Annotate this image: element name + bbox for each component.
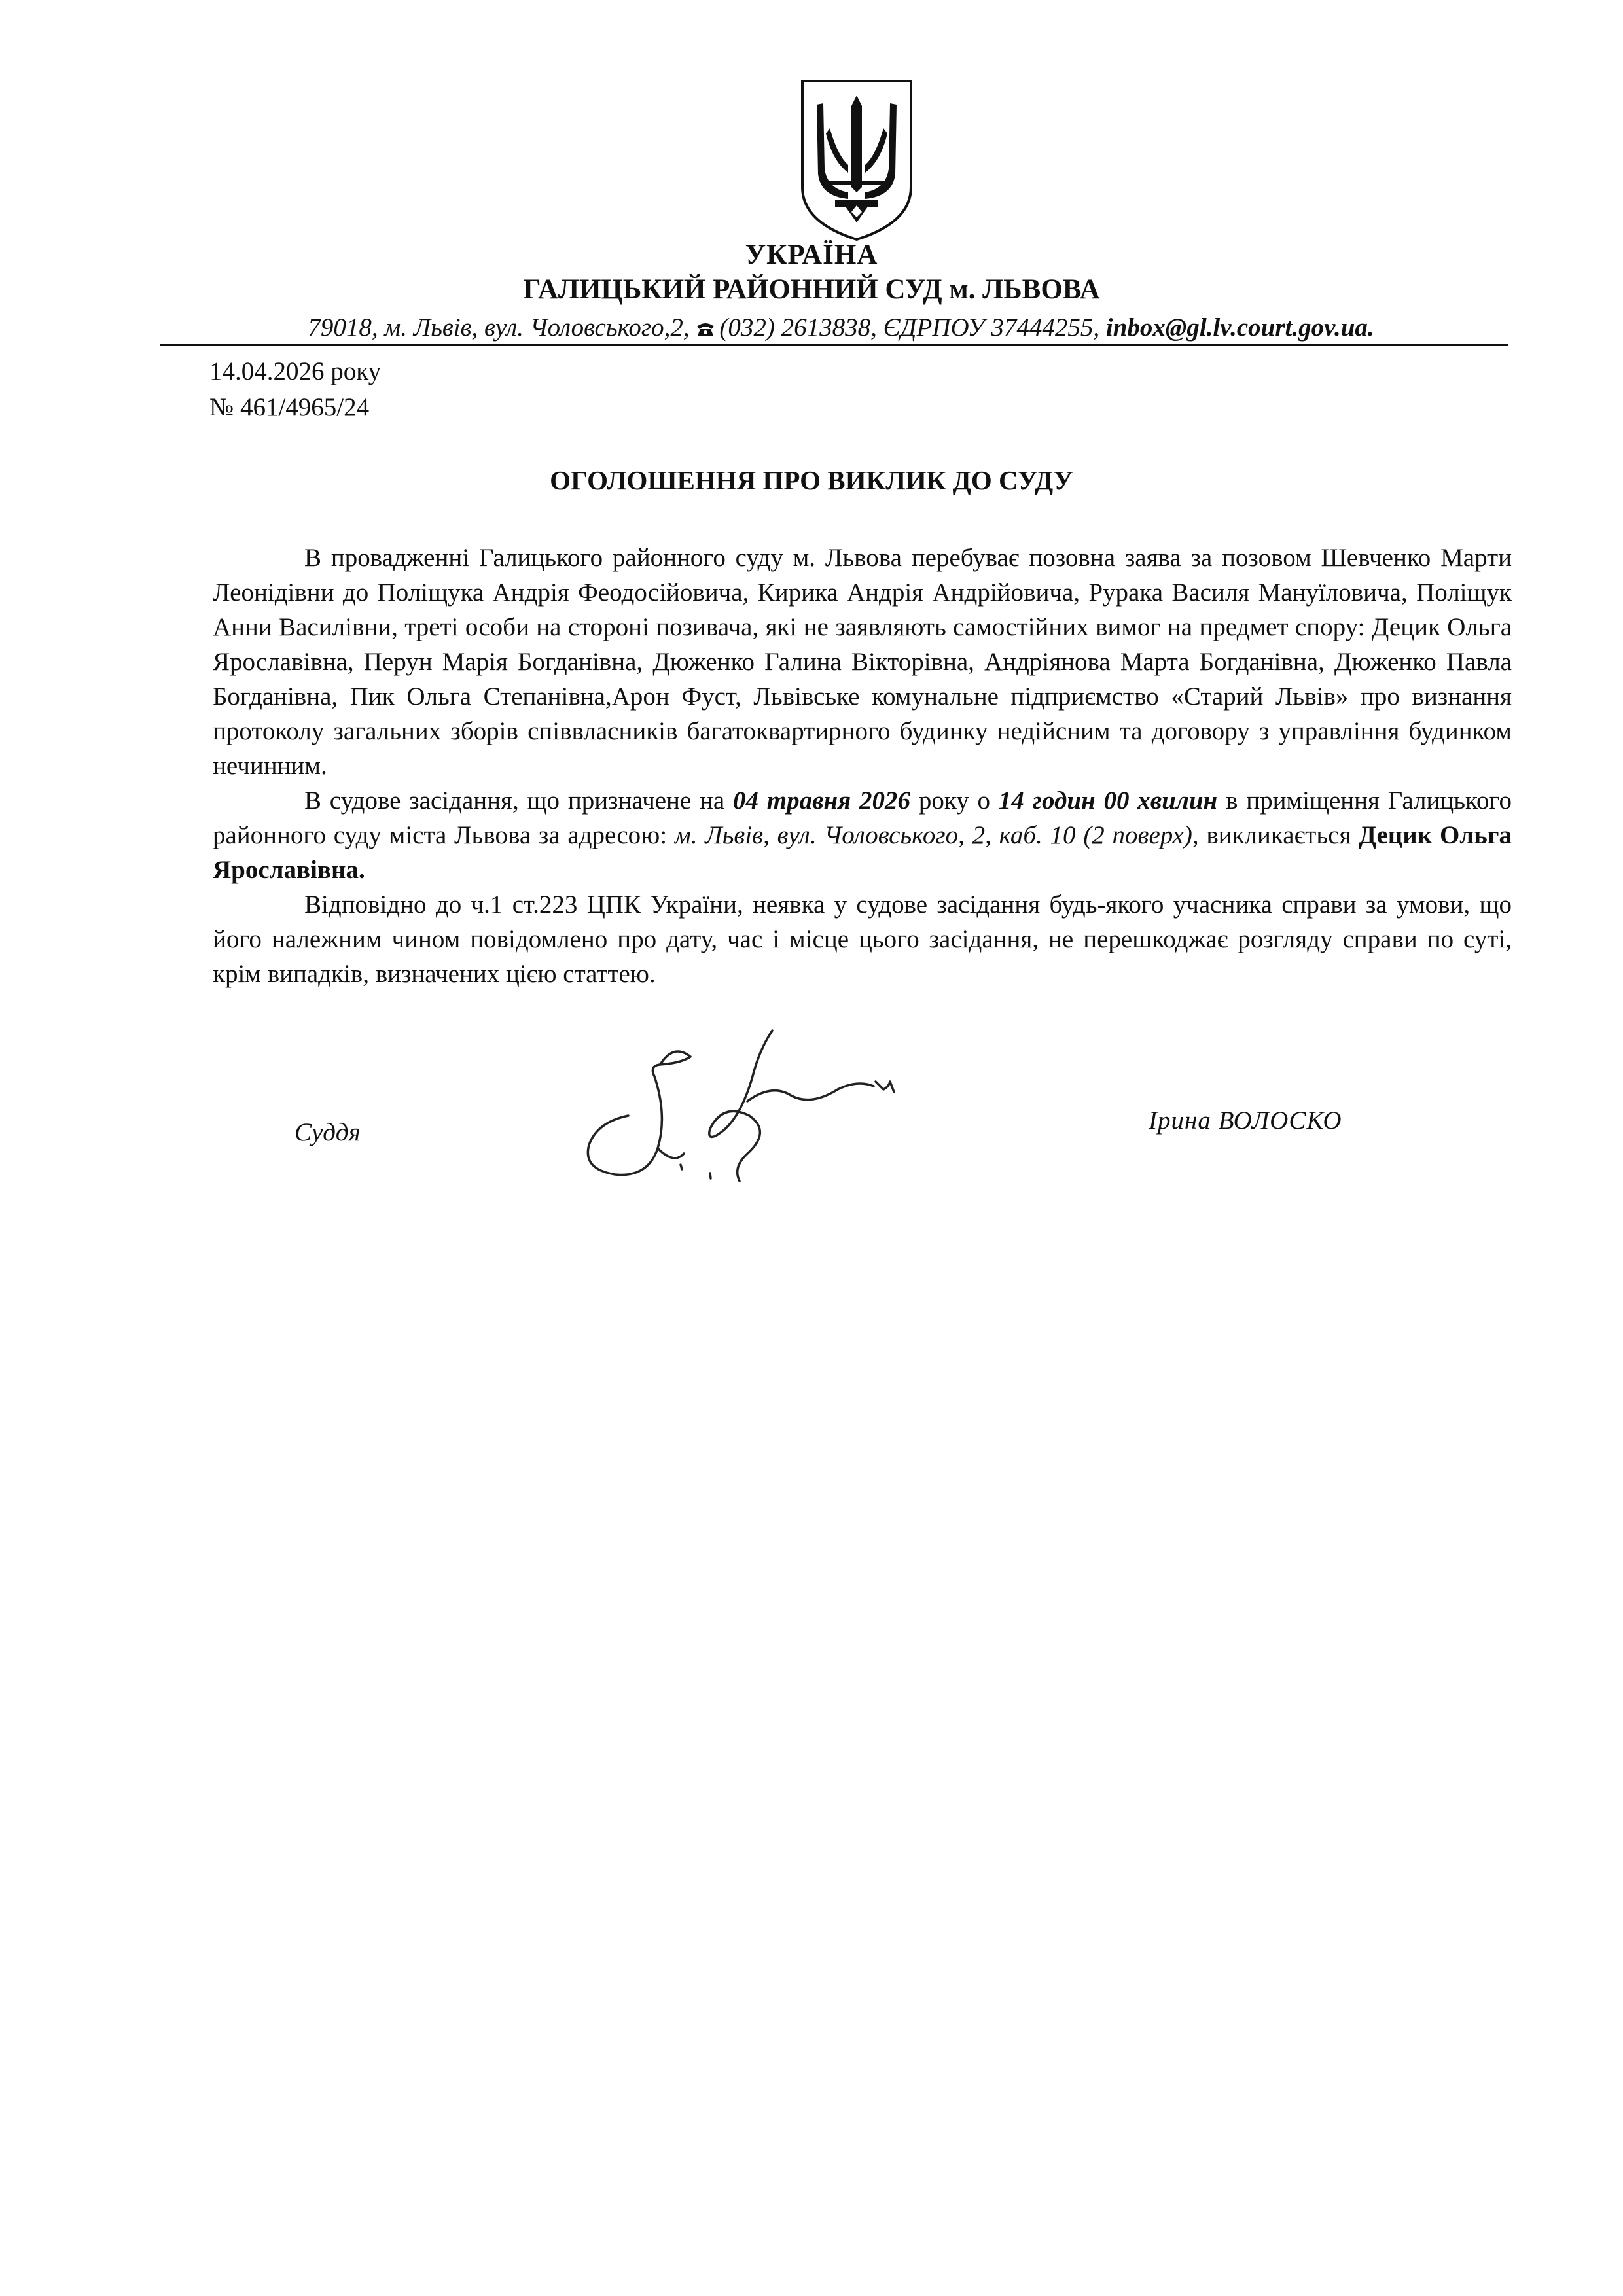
summoned-person: Децик Ольга Ярославівна. — [213, 821, 1512, 884]
court-edrpou: ЄДРПОУ 37444255, — [883, 313, 1106, 342]
paragraph-claim: В провадженні Галицького районного суду м. Львова перебуває позовна заява за позовом Шевченко Марти Леонідівни до Поліщука Андрія Феодосійовича, Кирика Андрія Андрійовича, Рурака Василя Мануїловича, Поліщук Анни Василівни, треті особи на стороні позивача, які не заявляють самостійних вимог на предмет спору: Децик Ольга Ярославівна, Перун Марія Богданівна, Дюженко Галина Вікторівна, Андріянова Марта Богданівна, Дюженко Павла Богданівна, Пик Ольга Степанівна,Арон Фуст, Львівське комунальне підприємство «Старий Львів» про визнання протоколу загальних зборів співвласників багатоквартирного будинку недійсним та договору з управління будинком нечинним. — [213, 544, 1512, 780]
hearing-text-2: року о — [910, 786, 999, 815]
court-contacts — [200, 313, 1482, 342]
court-name: ГАЛИЦЬКИЙ РАЙОННИЙ СУД м. ЛЬВОВА — [523, 274, 1100, 305]
court-email: inbox@gl.lv.court.gov.ua. — [1105, 313, 1374, 342]
document-date: 14.04.2026 року — [209, 357, 382, 385]
hearing-text-3: в приміщення Галицького районного суду міста Львова за адресою: — [213, 786, 1512, 849]
paragraph-legal-notice: Відповідно до ч.1 ст.223 ЦПК України, неявка у судове засідання будь-якого учасника справи за умови, що його належним чином повідомлено про дату, час і місце цього засідання, не перешкоджає розгляду справи по суті, крім випадків, визначених цією статтею. — [213, 891, 1512, 988]
telephone-icon — [696, 321, 715, 337]
court-address: 79018, м. Львів, вул. Чоловського,2, — [308, 313, 696, 342]
country-name: УКРАЇНА — [745, 239, 878, 270]
trident-coat-of-arms-icon — [797, 77, 916, 243]
handwritten-signature — [576, 1024, 929, 1194]
paragraph-hearing — [213, 783, 1512, 887]
announcement-body — [213, 540, 1512, 991]
court-phone: (032) 2613838, — [719, 313, 883, 342]
hearing-time: 14 годин 00 хвилин — [998, 786, 1218, 815]
hearing-address: м. Львів, вул. Чоловського, 2, каб. 10 (2 поверх) — [674, 821, 1192, 849]
hearing-text-1: В судове засідання, що призначене на — [304, 786, 733, 815]
judge-role: Суддя — [294, 1118, 361, 1146]
header-divider — [160, 344, 1508, 346]
judge-name: Ірина ВОЛОСКО — [1149, 1106, 1342, 1135]
case-number: № 461/4965/24 — [209, 393, 370, 421]
document-title: ОГОЛОШЕННЯ ПРО ВИКЛИК ДО СУДУ — [550, 465, 1073, 495]
hearing-text-4: , викликається — [1192, 821, 1359, 849]
hearing-date: 04 травня 2026 — [732, 786, 911, 815]
